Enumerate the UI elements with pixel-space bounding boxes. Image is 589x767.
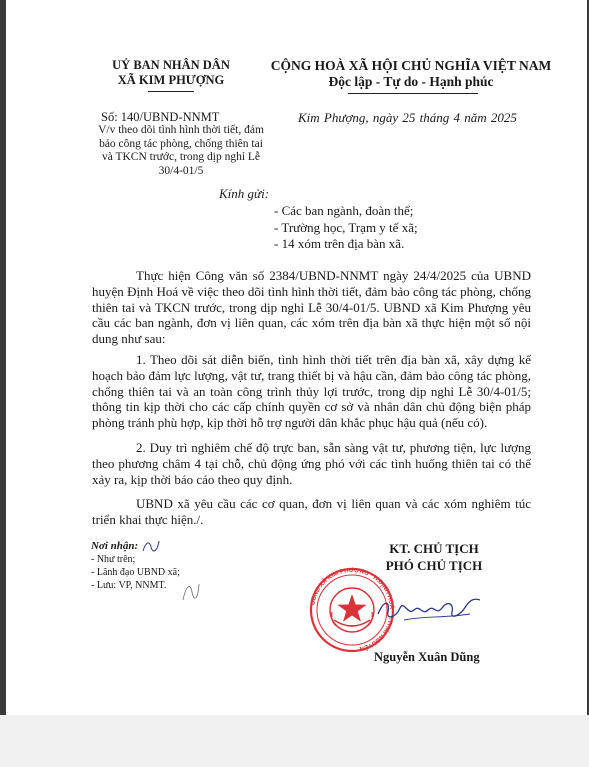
national-header — [256, 58, 566, 90]
document-page — [6, 0, 587, 715]
body-paragraph-item-2: 2. Duy trì nghiêm chế độ trực ban, sẵn sàng vật tư, phương tiện, lực lượng theo phương châm 4 tại chỗ, chủ động ứng phó với các tình huống thiên tai có thể xảy ra, kịp thời báo cáo theo quy định. — [92, 440, 531, 487]
issuer-line-1: UỶ BAN NHÂN DÂN — [112, 58, 230, 72]
distribution-item: - Lưu: VP, NNMT. — [91, 580, 167, 591]
body-paragraph-closing: UBND xã yêu cầu các cơ quan, đơn vị liên quan và các xóm nghiêm túc triển khai thực hiện./. — [92, 496, 531, 527]
recipient-item: - Các ban ngành, đoàn thể; — [274, 203, 414, 218]
initial-mark-icon — [141, 537, 161, 555]
signatory-line-2: PHÓ CHỦ TỊCH — [385, 558, 483, 573]
distribution-item: - Lãnh đạo UBND xã; — [91, 567, 180, 578]
recipient-item: - 14 xóm trên địa bàn xã. — [274, 236, 405, 251]
document-subject: V/v theo dõi tình hình thời tiết, đảm bảo công tác phòng, chống thiên tai và TKCN trước, trong dịp nghỉ Lễ 30/4-01/5 — [98, 124, 264, 177]
svg-text:UBND XÃ KIM PHƯỢNG · H.ĐỊNH HO: UBND XÃ KIM PHƯỢNG · H.ĐỊNH HOÁ · T.THÁI NGUYÊN — [309, 566, 396, 653]
document-dateline: Kim Phượng, ngày 25 tháng 4 năm 2025 — [298, 110, 517, 125]
body-paragraph-intro: Thực hiện Công văn số 2384/UBND-NNMT ngày 24/4/2025 của UBND huyện Định Hoá về việc theo dõi tình hình thời tiết, đảm bảo công tác phòng, chống thiên tai và TKCN trước, trong dịp nghỉ Lễ 30/4-01/5. UBND xã Kim Phượng yêu cầu các ban ngành, đơn vị liên quan, các xóm trên địa bàn xã thực hiện một số nội dung như sau: — [92, 268, 531, 347]
national-title: CỘNG HOÀ XÃ HỘI CHỦ NGHĨA VIỆT NAM — [270, 58, 552, 73]
distribution-item: - Như trên; — [91, 554, 136, 565]
viewer-background — [0, 715, 589, 767]
national-motto: Độc lập - Tự do - Hạnh phúc — [328, 74, 494, 89]
body-paragraph-item-1: 1. Theo dõi sát diễn biến, tình hình thời tiết trên địa bàn xã, xây dựng kế hoạch bảo đảm lực lượng, vật tư, trang thiết bị và hậu cần, đảm bảo công tác phòng, chống thiên tai và an toàn công trình thủy lợi trước, trong dịp nghỉ Lễ 30/4-01/5; thông tin kịp thời cho các cấp chính quyền cơ sở và nhân dân chủ động biện pháp phòng tránh phù hợp, kịp thời hỗ trợ người dân khắc phục hậu quả (nếu có). — [92, 352, 531, 431]
signatory-line-1: KT. CHỦ TỊCH — [389, 541, 479, 556]
document-number: Số: 140/UBND-NNMT — [101, 110, 220, 124]
signatory-name: Nguyễn Xuân Dũng — [374, 650, 480, 664]
issuer-header — [86, 58, 256, 88]
greeting: Kính gửi: — [219, 186, 270, 201]
handwritten-signature-icon — [374, 590, 484, 630]
distribution-list — [91, 553, 180, 592]
recipient-list — [274, 203, 418, 253]
initial-mark-icon — [180, 578, 202, 604]
distribution-title: Nơi nhận: — [91, 540, 139, 552]
motto-underline — [348, 93, 478, 94]
issuer-underline — [148, 91, 194, 92]
recipient-item: - Trường học, Trạm y tế xã; — [274, 219, 418, 235]
issuer-line-2: XÃ KIM PHƯỢNG — [117, 73, 225, 87]
